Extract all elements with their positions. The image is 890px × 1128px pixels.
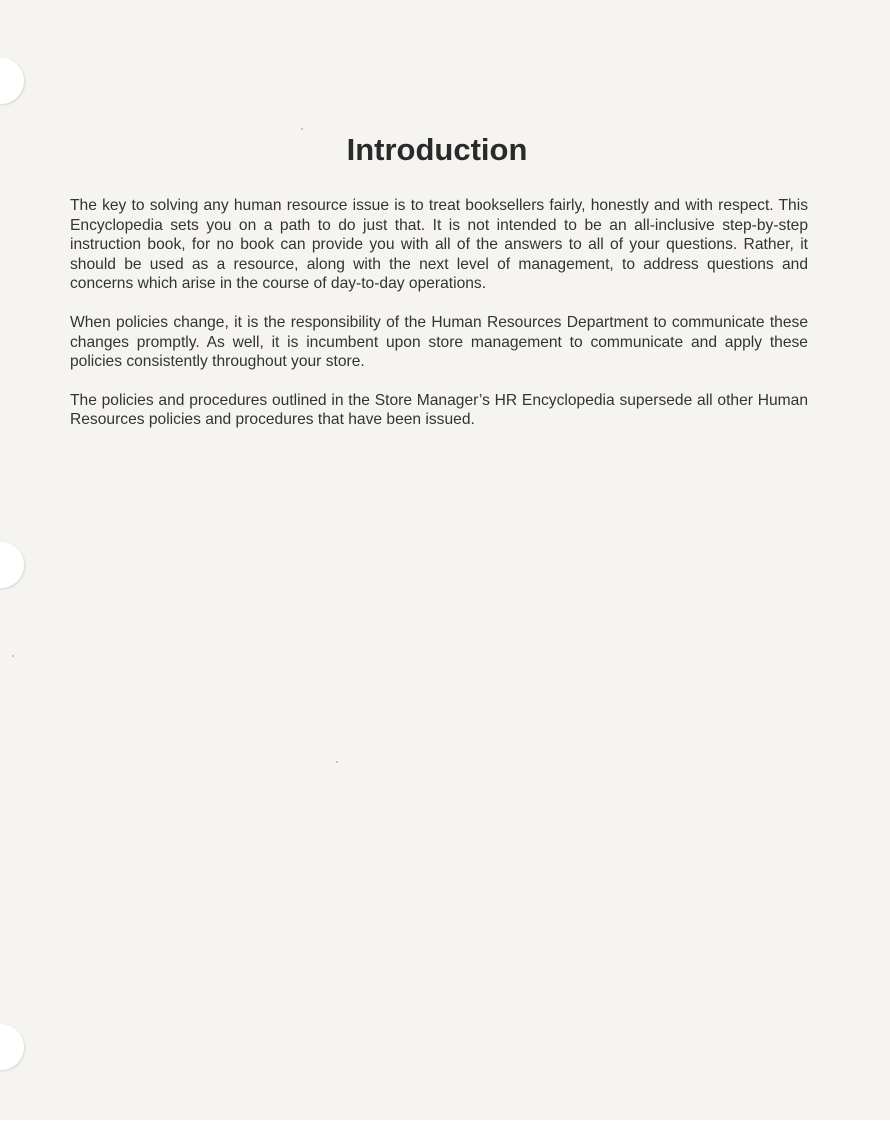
paragraph-1: The key to solving any human resource issue is to treat booksellers fairly, honestly and with respect. This Encyclopedia sets you on a path to do just that. It is not intended to be an all-inclusive step-by-step instruction book, for no book can provide you with all of the answers to all of your questions. Rather, it should be used as a resource, along with the next level of management, to address questions and concerns which arise in the course of day-to-day operations. — [70, 197, 808, 293]
scan-speck — [336, 761, 338, 763]
paragraph-3: The policies and procedures outlined in the Store Manager’s HR Encyclopedia supersede all other Human Resources policies and procedures that have been issued. — [70, 391, 808, 429]
punch-hole-bottom — [0, 1024, 24, 1070]
page-bottom-edge — [0, 1120, 890, 1128]
page-title: Introduction — [346, 132, 528, 167]
scan-speck — [12, 655, 14, 657]
document-body — [70, 196, 808, 449]
scan-speck — [301, 128, 303, 130]
paragraph-2: When policies change, it is the responsibility of the Human Resources Department to communicate these changes promptly. As well, it is incumbent upon store management to communicate and apply these policies consistently throughout your store. — [70, 313, 808, 371]
punch-hole-middle — [0, 542, 24, 588]
punch-hole-top — [0, 58, 24, 104]
